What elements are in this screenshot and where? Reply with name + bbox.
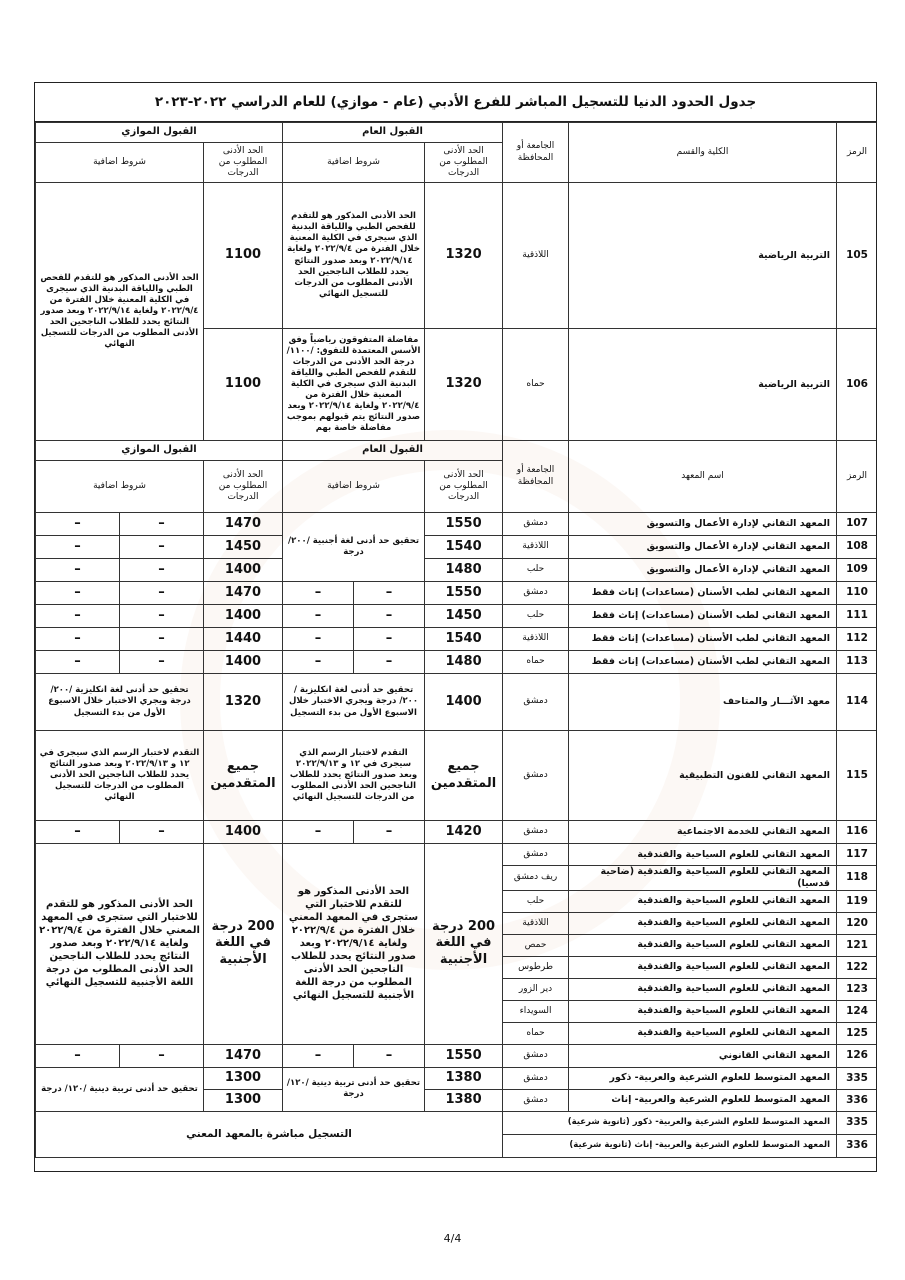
dash: –	[36, 821, 120, 844]
row-university: طرطوس	[503, 956, 569, 978]
page-title: جدول الحدود الدنيا للتسجيل المباشر للفرع الأدبي (عام - موازي) للعام الدراسي ٢٠٢٢-٢٠٢٣	[35, 83, 876, 122]
general-min: 1320	[425, 329, 503, 441]
general-min: 1540	[425, 628, 503, 651]
dash: –	[283, 1044, 354, 1067]
parallel-min: 1100	[204, 329, 283, 441]
dash: –	[120, 821, 204, 844]
row-university: دمشق	[503, 1044, 569, 1067]
dash: –	[283, 628, 354, 651]
dash: –	[120, 559, 204, 582]
parallel-min: 1320	[204, 674, 283, 731]
row-name: المعهد التقاني للعلوم السياحية والفندقية	[569, 890, 837, 912]
header-general-cond: شروط اضافية	[283, 143, 425, 183]
general-min: 1380	[425, 1067, 503, 1089]
dash: –	[283, 651, 354, 674]
row-university: دمشق	[503, 844, 569, 866]
row-university: دير الزور	[503, 978, 569, 1000]
row-university: دمشق	[503, 821, 569, 844]
header-code: الرمز	[837, 123, 877, 183]
row-name: المعهد التقاني القانوني	[569, 1044, 837, 1067]
row-name: المعهد التقاني للعلوم السياحية والفندقية	[569, 844, 837, 866]
parallel-min: 200 درجة في اللغة الأجنبية	[204, 844, 283, 1045]
dash: –	[354, 1044, 425, 1067]
dash: –	[283, 821, 354, 844]
row-code: 118	[837, 866, 877, 891]
table-row	[36, 1067, 878, 1089]
table-row	[36, 731, 878, 821]
row-code: 110	[837, 582, 877, 605]
row-name: المعهد التقاني لإدارة الأعمال والتسويق	[569, 536, 837, 559]
row-university: دمشق	[503, 582, 569, 605]
row-code: 116	[837, 821, 877, 844]
document-table-frame	[34, 82, 877, 1172]
dash: –	[36, 628, 120, 651]
row-code: 109	[837, 559, 877, 582]
table-row	[36, 651, 878, 674]
row-code: 115	[837, 731, 877, 821]
row-name: المعهد التقاني للعلوم السياحية والفندقية (ضاحية قدسيا)	[569, 866, 837, 891]
table-row	[36, 559, 878, 582]
row-name: المعهد التقاني للخدمة الاجتماعية	[569, 821, 837, 844]
dash: –	[120, 651, 204, 674]
row-university: حماه	[503, 329, 569, 441]
header-university: الجامعة أو المحافظة	[503, 441, 569, 513]
row-code: 117	[837, 844, 877, 866]
parallel-min: 1400	[204, 559, 283, 582]
header-general-min: الحد الأدنى المطلوب من الدرجات	[425, 461, 503, 513]
row-name: المعهد التقاني للعلوم السياحية والفندقية	[569, 934, 837, 956]
general-conditions: تحقيق حد أدنى تربية دينية /١٢٠/ درجة	[283, 1067, 425, 1111]
header-general: القبول العام	[283, 441, 503, 461]
table-row	[36, 628, 878, 651]
row-university: اللاذقية	[503, 912, 569, 934]
table-row	[36, 536, 878, 559]
row-code: 126	[837, 1044, 877, 1067]
general-min: 1400	[425, 674, 503, 731]
header-general: القبول العام	[283, 123, 503, 143]
page-number: 4/4	[443, 1232, 462, 1245]
table-row	[36, 605, 878, 628]
header-parallel: القبول الموازي	[36, 123, 283, 143]
row-university: دمشق	[503, 1089, 569, 1111]
row-university: اللاذقية	[503, 536, 569, 559]
parallel-min: 1400	[204, 651, 283, 674]
row-university: دمشق	[503, 731, 569, 821]
row-name: المعهد التقاني للعلوم السياحية والفندقية	[569, 956, 837, 978]
parallel-conditions: الحد الأدنى المذكور هو للتقدم للاختبار التي ستجرى في المعهد المعني خلال الفترة من ٢٠٢٢/٩/٤ ولغاية ٢٠٢٢/٩/١٤ وبعد صدور النتائج يحدد للطلاب الناجحين الحد الأدنى المطلوب من درجة اللغة الأجنبية للتسجيل النهائي	[36, 844, 204, 1045]
general-min: 1550	[425, 1044, 503, 1067]
parallel-min: 1400	[204, 605, 283, 628]
row-name: المعهد التقاني لطب الأسنان (مساعدات) إناث فقط	[569, 651, 837, 674]
general-min: 1450	[425, 605, 503, 628]
general-min: 1380	[425, 1089, 503, 1111]
table-row	[36, 821, 878, 844]
row-university: ريف دمشق	[503, 866, 569, 891]
dash: –	[36, 513, 120, 536]
row-code: 108	[837, 536, 877, 559]
row-name: المعهد التقاني لطب الأسنان (مساعدات) إناث فقط	[569, 605, 837, 628]
header-institute: اسم المعهد	[569, 441, 837, 513]
parallel-min: 1100	[204, 183, 283, 329]
general-min: 1420	[425, 821, 503, 844]
dash: –	[120, 513, 204, 536]
limits-table	[35, 122, 877, 1158]
row-university: حلب	[503, 890, 569, 912]
header-general-cond: شروط اضافية	[283, 461, 425, 513]
table-row	[36, 1044, 878, 1067]
general-conditions: الحد الأدنى المذكور هو للتقدم للاختبار التي ستجرى في المعهد المعني خلال الفترة من ٢٠٢٢/٩/٤ ولغاية ٢٠٢٢/٩/١٤ وبعد صدور النتائج يحدد للطلاب الناجحين الحد الأدنى المطلوب من درجة اللغة الأجنبية للتسجيل النهائي	[283, 844, 425, 1045]
table-row	[36, 513, 878, 536]
row-university: حلب	[503, 559, 569, 582]
table-row	[36, 674, 878, 731]
dash: –	[120, 628, 204, 651]
dash: –	[120, 1044, 204, 1067]
row-university: حماه	[503, 651, 569, 674]
parallel-min: 1470	[204, 513, 283, 536]
row-name: المعهد التقاني للفنون التطبيقية	[569, 731, 837, 821]
header-parallel-min: الحد الأدنى المطلوب من الدرجات	[204, 461, 283, 513]
dash: –	[354, 651, 425, 674]
table-row	[36, 582, 878, 605]
row-code: 107	[837, 513, 877, 536]
dash: –	[36, 605, 120, 628]
dash: –	[36, 536, 120, 559]
header-code: الرمز	[837, 441, 877, 513]
dash: –	[36, 559, 120, 582]
row-university: حماه	[503, 1022, 569, 1044]
row-university: دمشق	[503, 1067, 569, 1089]
row-code: 106	[837, 329, 877, 441]
row-code: 120	[837, 912, 877, 934]
row-name: معهد الآثـــار والمتاحف	[569, 674, 837, 731]
general-min: 1480	[425, 651, 503, 674]
header-faculty: الكلية والقسم	[569, 123, 837, 183]
row-name: المعهد التقاني لإدارة الأعمال والتسويق	[569, 513, 837, 536]
general-conditions: تحقيق حد أدنى لغة انكليزية /٢٠٠/ درجة ويجري الاختبار خلال الاسبوع الأول من بدء التسجيل	[283, 674, 425, 731]
row-code: 112	[837, 628, 877, 651]
row-name: المعهد المتوسط للعلوم الشرعية والعربية- ذكور (ثانوية شرعية)	[503, 1111, 837, 1134]
general-conditions: الحد الأدنى المذكور هو للتقدم للفحص الطبي واللياقة البدنية الذي سيجرى في الكلية المعنية خلال الفترة من ٢٠٢٢/٩/٤ ولغاية ٢٠٢٢/٩/١٤ وبعد صدور النتائج يحدد للطلاب الناجحين الحد الأدنى المطلوب من الدرجات للتسجيل النهائي	[283, 183, 425, 329]
parallel-conditions: تحقيق حد أدنى لغة انكليزية /٢٠٠/ درجة ويجري الاختبار خلال الاسبوع الأول من بدء التسجيل	[36, 674, 204, 731]
header-parallel-cond: شروط اضافية	[36, 461, 204, 513]
header-parallel-cond: شروط اضافية	[36, 143, 204, 183]
table-row	[36, 844, 878, 866]
row-code: 124	[837, 1000, 877, 1022]
general-min: 1480	[425, 559, 503, 582]
row-code: 111	[837, 605, 877, 628]
row-university: دمشق	[503, 513, 569, 536]
table-row	[36, 183, 878, 329]
row-code: 123	[837, 978, 877, 1000]
parallel-min: 1450	[204, 536, 283, 559]
parallel-min: 1300	[204, 1089, 283, 1111]
row-name: المعهد التقاني لطب الأسنان (مساعدات) إناث فقط	[569, 582, 837, 605]
row-name: المعهد التقاني لطب الأسنان (مساعدات) إناث فقط	[569, 628, 837, 651]
parallel-conditions: تحقيق حد أدنى تربية دينية /١٢٠/ درجة	[36, 1067, 204, 1111]
parallel-min: 1400	[204, 821, 283, 844]
header-university: الجامعة أو المحافظة	[503, 123, 569, 183]
dash: –	[120, 605, 204, 628]
row-code: 336	[837, 1089, 877, 1111]
dash: –	[36, 651, 120, 674]
parallel-min: جميع المتقدمين	[204, 731, 283, 821]
dash: –	[36, 582, 120, 605]
parallel-min: 1440	[204, 628, 283, 651]
row-code: 125	[837, 1022, 877, 1044]
row-code: 122	[837, 956, 877, 978]
dash: –	[354, 821, 425, 844]
general-conditions: مفاضلة المتفوقون رياضياً وفق الأسس المعتمدة للتفوق: /١١٠٠/ درجة الحد الأدنى من الدرجات للتقدم للفحص الطبي واللياقة البدنية الذي سيجرى في الكلية المعنية خلال الفترة من ٢٠٢٢/٩/٤ ولغاية ٢٠٢٢/٩/١٤ وبعد صدور النتائج يتم قبولهم بموجب مفاضلة خاصة بهم	[283, 329, 425, 441]
dash: –	[120, 536, 204, 559]
general-min: 1550	[425, 513, 503, 536]
parallel-min: 1300	[204, 1067, 283, 1089]
row-name: المعهد المتوسط للعلوم الشرعية والعربية- إناث	[569, 1089, 837, 1111]
dash: –	[283, 582, 354, 605]
row-university: اللاذقية	[503, 183, 569, 329]
dash: –	[283, 605, 354, 628]
row-name: المعهد التقاني للعلوم السياحية والفندقية	[569, 1000, 837, 1022]
header-parallel-min: الحد الأدنى المطلوب من الدرجات	[204, 143, 283, 183]
row-code: 336	[837, 1134, 877, 1157]
parallel-min: 1470	[204, 1044, 283, 1067]
row-code: 121	[837, 934, 877, 956]
dash: –	[36, 1044, 120, 1067]
general-min: 200 درجة في اللغة الأجنبية	[425, 844, 503, 1045]
header-parallel: القبول الموازي	[36, 441, 283, 461]
row-code: 113	[837, 651, 877, 674]
row-name: المعهد التقاني للعلوم السياحية والفندقية	[569, 912, 837, 934]
general-min: 1550	[425, 582, 503, 605]
general-conditions: التقدم لاختبار الرسم الذي سيجرى في ١٢ و ٢٠٢٢/٩/١٣ وبعد صدور النتائج يحدد للطلاب الناجحين الحد الأدنى المطلوب من الدرجات للتسجيل النهائي	[283, 731, 425, 821]
header-general-min: الحد الأدنى المطلوب من الدرجات	[425, 143, 503, 183]
table-row	[36, 1111, 878, 1134]
parallel-conditions: التقدم لاختبار الرسم الذي سيجرى في ١٢ و ٢٠٢٢/٩/١٣ وبعد صدور النتائج يحدد للطلاب الناجحين الحد الأدنى المطلوب من الدرجات للتسجيل النهائي	[36, 731, 204, 821]
general-conditions: تحقيق حد أدنى لغة أجنبية /٢٠٠/ درجة	[283, 513, 425, 582]
general-min: 1320	[425, 183, 503, 329]
row-name: المعهد التقاني للعلوم السياحية والفندقية	[569, 1022, 837, 1044]
dash: –	[120, 582, 204, 605]
dash: –	[354, 582, 425, 605]
dash: –	[354, 628, 425, 651]
parallel-conditions: الحد الأدنى المذكور هو للتقدم للفحص الطبي واللياقة البدنية الذي سيجرى في الكلية المعنية خلال الفترة من ٢٠٢٢/٩/٤ ولغاية ٢٠٢٢/٩/١٤ وبعد صدور النتائج يحدد للطلاب الناجحين الحد الأدنى المطلوب من الدرجات للتسجيل النهائي	[36, 183, 204, 441]
row-name: المعهد المتوسط للعلوم الشرعية والعربية- ذكور	[569, 1067, 837, 1089]
row-university: حمص	[503, 934, 569, 956]
general-min: جميع المتقدمين	[425, 731, 503, 821]
row-name: المعهد المتوسط للعلوم الشرعية والعربية- إناث (ثانوية شرعية)	[503, 1134, 837, 1157]
dash: –	[354, 605, 425, 628]
row-university: السويداء	[503, 1000, 569, 1022]
row-university: حلب	[503, 605, 569, 628]
row-name: المعهد التقاني لإدارة الأعمال والتسويق	[569, 559, 837, 582]
row-code: 114	[837, 674, 877, 731]
row-code: 119	[837, 890, 877, 912]
direct-registration-note: التسجيل مباشرة بالمعهد المعني	[36, 1111, 503, 1157]
row-name: التربية الرياضية	[569, 183, 837, 329]
row-name: المعهد التقاني للعلوم السياحية والفندقية	[569, 978, 837, 1000]
row-name: التربية الرياضية	[569, 329, 837, 441]
parallel-min: 1470	[204, 582, 283, 605]
row-code: 105	[837, 183, 877, 329]
general-min: 1540	[425, 536, 503, 559]
row-university: اللاذقية	[503, 628, 569, 651]
row-code: 335	[837, 1067, 877, 1089]
row-university: دمشق	[503, 674, 569, 731]
row-code: 335	[837, 1111, 877, 1134]
